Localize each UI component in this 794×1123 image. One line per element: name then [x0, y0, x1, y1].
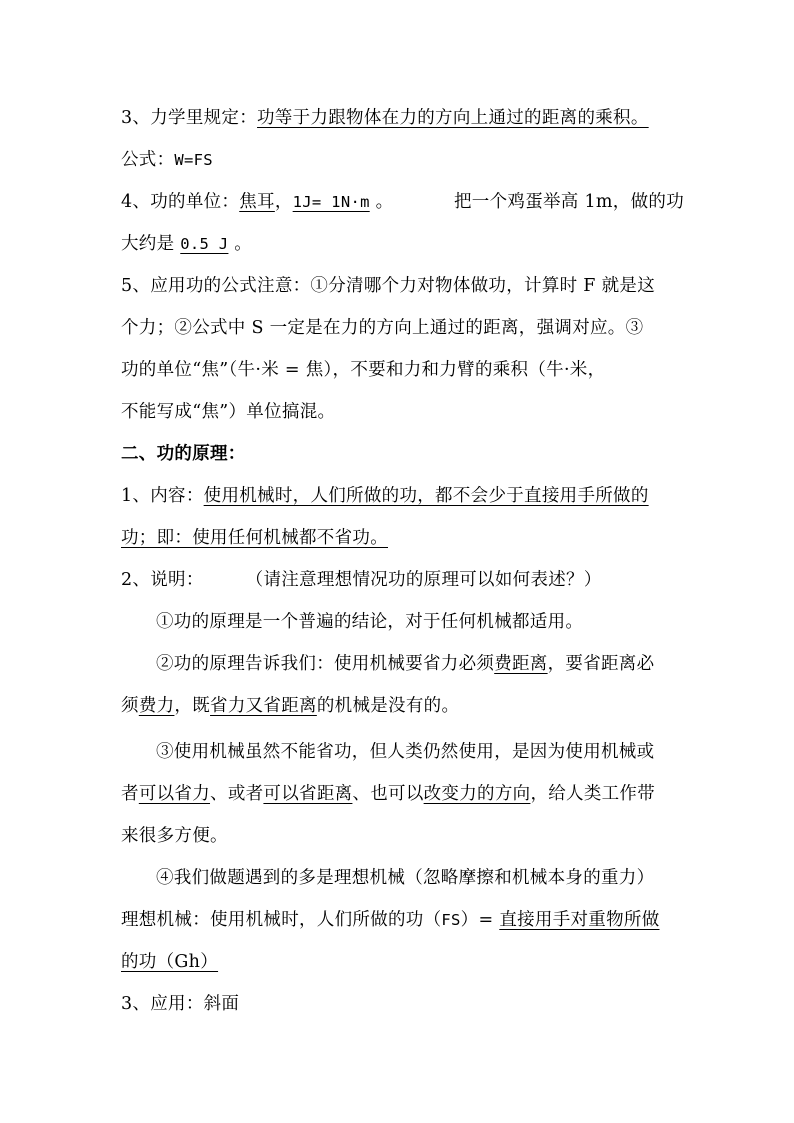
line-5b: 个力；②公式中 S 一定是在力的方向上通过的距离，强调对应。③ [121, 318, 644, 338]
note-2b: 须费力，既省力又省距离的机械是没有的。 [121, 696, 460, 716]
section-heading: 二、功的原理： [121, 444, 246, 464]
note-3a: ③使用机械虽然不能省功，但人类仍然使用，是因为使用机械或 [156, 742, 655, 762]
line-4-unit: 4、功的单位：焦耳，1J= 1N·m 。 把一个鸡蛋举高 1m，做的功 [121, 192, 684, 212]
line-2-1b: 功；即：使用任何机械都不省功。 [121, 528, 388, 548]
note-4b: 理想机械：使用机械时，人们所做的功（FS）= 直接用手对重物所做 [121, 910, 660, 930]
note-2a: ②功的原理告诉我们：使用机械要省力必须费距离，要省距离必 [156, 654, 655, 674]
note-1: ①功的原理是一个普遍的结论，对于任何机械都适用。 [156, 612, 584, 632]
line-2-2: 2、说明： （请注意理想情况功的原理可以如何表述？） [121, 570, 602, 590]
line-5a: 5、应用功的公式注意：①分清哪个力对物体做功，计算时 F 就是这 [121, 276, 655, 296]
line-3-definition: 3、力学里规定：功等于力跟物体在力的方向上通过的距离的乘积。 [121, 108, 649, 128]
line-2-3: 3、应用：斜面 [121, 994, 240, 1014]
underlined-definition: 功等于力跟物体在力的方向上通过的距离的乘积。 [257, 108, 649, 128]
line-formula: 公式：W=FS [121, 150, 213, 170]
note-3c: 来很多方便。 [121, 826, 228, 846]
line-4-approx: 大约是 0.5 J 。 [121, 234, 253, 254]
note-4c: 的功（Gh） [121, 952, 219, 972]
line-5d: 不能写成“焦”）单位搞混。 [121, 402, 336, 422]
line-2-1a: 1、内容：使用机械时，人们所做的功，都不会少于直接用手所做的 [121, 486, 649, 506]
line-5c: 功的单位“焦”（牛·米 = 焦），不要和力和力臂的乘积（牛·米， [121, 360, 606, 380]
note-3b: 者可以省力、或者可以省距离、也可以改变力的方向，给人类工作带 [121, 784, 656, 804]
note-4a: ④我们做题遇到的多是理想机械（忽略摩擦和机械本身的重力） [156, 868, 655, 888]
